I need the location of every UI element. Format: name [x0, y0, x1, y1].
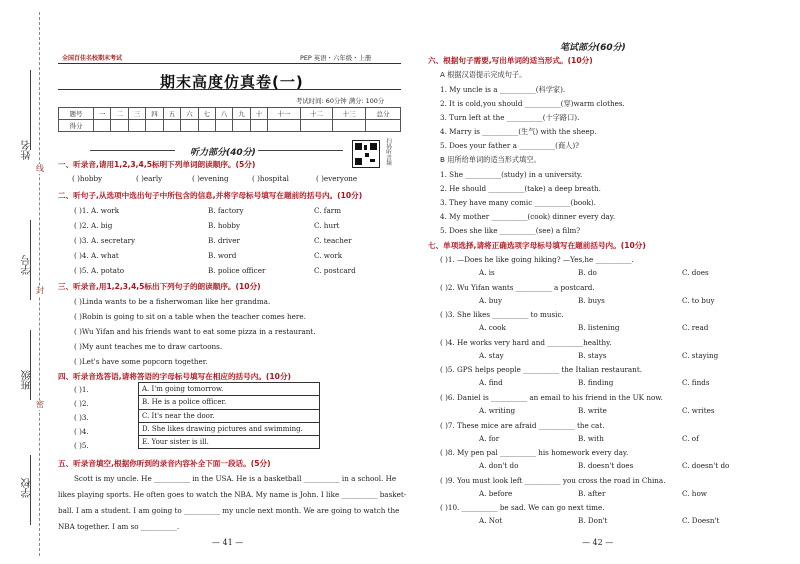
- header-rule: [58, 63, 401, 64]
- sec7-option-c: C. writes: [682, 406, 715, 415]
- name-line: [30, 70, 31, 150]
- sec7-option-a: A. stay: [479, 350, 504, 360]
- sec7-option-a: A. buy: [479, 295, 503, 305]
- sec7-option-b: B. listening: [578, 323, 620, 333]
- score-cell: 十一: [268, 108, 301, 120]
- sec7-option-b: B. after: [578, 488, 606, 498]
- sec2-option-b: B. police officer: [208, 266, 266, 275]
- listening-header: 听力部分(40分): [190, 148, 256, 158]
- sec7-option-a: A. cook: [479, 323, 506, 333]
- sec7-option-c: C. staying: [682, 350, 719, 360]
- sec7-question[interactable]: ( )4. He works very hard and __________healthy.: [440, 337, 612, 347]
- score-row-label: 得分: [59, 120, 94, 132]
- sec2-item[interactable]: ( )4. A. what: [74, 251, 119, 260]
- sec7-question[interactable]: ( )10. __________ be sad. We can go next time.: [440, 503, 605, 513]
- sec7-option-b: B. write: [578, 406, 607, 415]
- sec2-option-c: C. teacher: [314, 236, 352, 245]
- sec2-option-c: C. hurt: [314, 221, 340, 230]
- name-label: 姓名: [22, 140, 33, 160]
- sec1-item[interactable]: ( )evening: [192, 174, 229, 183]
- sec6-part-b: B 用所给单词的适当形式填空。: [440, 155, 541, 164]
- sec7-title: 七、单项选择,请将正确选项字母标号填写在题前括号内。(10分): [428, 241, 646, 250]
- score-cell: 九: [233, 108, 250, 120]
- score-blank[interactable]: [215, 120, 232, 132]
- sec2-item[interactable]: ( )2. A. big: [74, 221, 113, 230]
- sec6-a-item[interactable]: 2. It is cold,you should __________(穿)warm clothes.: [440, 99, 625, 108]
- sec7-question[interactable]: ( )3. She likes __________ to music.: [440, 310, 564, 320]
- sec4-item[interactable]: ( )1.: [74, 385, 89, 394]
- seal-mark-close: 密: [36, 400, 44, 409]
- qr-caption: 扫码听音频: [385, 138, 391, 166]
- sec3-item[interactable]: ( )Robin is going to sit on a table when the teacher comes here.: [74, 312, 306, 321]
- sec2-item[interactable]: ( )1. A. work: [74, 206, 120, 215]
- page-number-right: — 42 —: [582, 538, 614, 547]
- sec4-item[interactable]: ( )5.: [74, 441, 89, 450]
- score-value-row: [59, 120, 401, 132]
- sec1-item[interactable]: ( )hobby: [72, 174, 103, 183]
- answer-box: [138, 382, 320, 449]
- sec2-option-c: C. farm: [314, 206, 342, 215]
- sec6-b-item[interactable]: 5. Does she like __________(see) a film?: [440, 226, 581, 235]
- sec7-question[interactable]: ( )6. Daniel is __________ an email to his friend in the UK now.: [440, 393, 663, 402]
- sec7-question[interactable]: ( )2. Wu Yifan wants __________ a postcard.: [440, 282, 595, 292]
- sec7-option-c: C. finds: [682, 378, 710, 388]
- sec3-title: 三、听录音,用1,2,3,4,5标出下列句子的朗读顺序。(10分): [58, 282, 261, 291]
- sec3-item[interactable]: ( )Wu Yifan and his friends want to eat some pizza in a restaurant.: [74, 327, 316, 336]
- written-header: 笔试部分(60分): [560, 43, 626, 53]
- answer-option: C. It's near the door.: [139, 409, 320, 422]
- answer-option: A. I'm going tomorrow.: [139, 383, 320, 396]
- sec4-item[interactable]: ( )4.: [74, 427, 89, 436]
- sec6-b-item[interactable]: 2. He should __________(take) a deep breath.: [440, 184, 601, 193]
- sec7-option-a: A. find: [479, 378, 503, 388]
- page-title: 期末高度仿真卷(一): [160, 73, 304, 91]
- sec7-option-b: B. finding: [578, 378, 614, 388]
- answer-option: E. Your sister is ill.: [139, 436, 320, 449]
- score-cell: 六: [181, 108, 198, 120]
- sec3-item[interactable]: ( )Linda wants to be a fisherwoman like her grandma.: [74, 297, 271, 306]
- sec6-a-item[interactable]: 1. My uncle is a __________(科学家).: [440, 85, 566, 94]
- sec7-option-c: C. read: [682, 323, 709, 333]
- sec7-option-c: C. does: [682, 268, 709, 277]
- score-cell: 七: [198, 108, 215, 120]
- sec7-question[interactable]: ( )8. My pen pal __________ his homework every day.: [440, 448, 629, 458]
- score-blank[interactable]: [163, 120, 180, 132]
- score-cell: 五: [163, 108, 180, 120]
- sec3-item[interactable]: ( )My aunt teaches me to draw cartoons.: [74, 342, 223, 351]
- page-number-left: — 41 —: [212, 538, 244, 547]
- score-table: [58, 107, 401, 132]
- answer-option: D. She likes drawing pictures and swimming.: [139, 422, 320, 435]
- score-blank[interactable]: [233, 120, 250, 132]
- seal-mark-seal: 封: [36, 286, 44, 295]
- sec6-part-a: A 根据汉语提示完成句子。: [440, 70, 527, 79]
- sec6-title: 六、根据句子需要,写出单词的适当形式。(10分): [428, 56, 593, 65]
- sec1-item[interactable]: ( )early: [136, 174, 163, 183]
- school-label: 学校: [22, 478, 33, 498]
- score-blank[interactable]: [250, 120, 267, 132]
- sec7-option-a: A. before: [479, 488, 513, 498]
- sec4-item[interactable]: ( )3.: [74, 413, 89, 422]
- sec7-option-c: C. to buy: [682, 295, 715, 305]
- sec7-option-b: B. do: [578, 268, 597, 277]
- header-line-right: [258, 150, 343, 151]
- score-blank[interactable]: [366, 120, 401, 132]
- score-cell: 十: [250, 108, 267, 120]
- sec7-question[interactable]: ( )1. —Does he like going hiking? —Yes,he __________.: [440, 255, 634, 264]
- score-cell: 题号: [59, 108, 94, 120]
- score-blank[interactable]: [146, 120, 163, 132]
- sec7-question[interactable]: ( )9. You must look left __________ you cross the road in China.: [440, 475, 666, 485]
- score-blank[interactable]: [111, 120, 128, 132]
- sec1-item[interactable]: ( )hospital: [252, 174, 289, 183]
- sec5-line[interactable]: likes playing sports. He often goes to watch the NBA. My name is John. I like __________ basket-: [58, 490, 407, 499]
- qr-code[interactable]: [352, 140, 380, 168]
- sec7-option-a: A. writing: [479, 406, 516, 415]
- score-blank[interactable]: [181, 120, 198, 132]
- score-header-row: [59, 108, 401, 120]
- score-cell: 一: [94, 108, 111, 120]
- sec5-line[interactable]: Scott is my uncle. He __________ in the USA. He is a basketball __________ in a school. He: [74, 474, 397, 483]
- sec5-title: 五、听录音填空,根据你听到的录音内容补全下面一段话。(5分): [58, 459, 271, 468]
- sec7-option-b: B. Don't: [578, 516, 608, 526]
- series-label: PEP 英语・六年级・上册: [300, 54, 372, 62]
- sec5-line[interactable]: NBA together. I am so __________.: [58, 522, 180, 531]
- sec7-option-a: A. is: [479, 268, 495, 277]
- sec4-title: 四、听录音选答语,请将答语的字母标号填写在相应的括号内。(10分): [58, 372, 292, 381]
- sec2-title: 二、听句子,从选项中选出句子中所包含的信息,并将字母标号填写在题前的括号内。(10分): [58, 191, 363, 200]
- sec2-option-b: B. word: [208, 251, 237, 260]
- score-cell: 三: [128, 108, 145, 120]
- score-cell: 总分: [366, 108, 401, 120]
- sec2-option-b: B. factory: [208, 206, 244, 215]
- seal-mark-line: 线: [36, 164, 44, 173]
- sec6-a-item[interactable]: 3. Turn left at the __________(十字路口).: [440, 113, 580, 122]
- sec6-a-item[interactable]: 4. Marry is __________(生气) with the sheep.: [440, 127, 597, 136]
- sec2-option-b: B. driver: [208, 236, 240, 245]
- time-info: 考试时间: 60分钟 满分: 100分: [296, 97, 385, 105]
- sec1-item[interactable]: ( )everyone: [316, 174, 358, 183]
- score-blank[interactable]: [128, 120, 145, 132]
- score-cell: 八: [215, 108, 232, 120]
- sec2-option-b: B. hobby: [208, 221, 241, 230]
- answer-option: B. He is a police officer.: [139, 396, 320, 409]
- sec7-option-a: A. Not: [479, 516, 503, 526]
- id-label: 学号: [22, 255, 33, 275]
- sec7-question[interactable]: ( )5. GPS helps people __________ the Italian restaurant.: [440, 365, 642, 375]
- sec3-item[interactable]: ( )Let's have some popcorn together.: [74, 357, 208, 366]
- score-blank[interactable]: [94, 120, 111, 132]
- sec7-option-b: B. doesn't does: [578, 461, 634, 471]
- score-cell: 十三: [333, 108, 366, 120]
- sec4-item[interactable]: ( )2.: [74, 399, 89, 408]
- sec6-b-item[interactable]: 4. My mother __________(cook) dinner every day.: [440, 212, 616, 221]
- score-blank[interactable]: [268, 120, 301, 132]
- sec6-b-item[interactable]: 1. She __________(study) in a university.: [440, 170, 583, 179]
- title-rule: [58, 89, 401, 90]
- score-blank[interactable]: [300, 120, 333, 132]
- class-label: 班级: [22, 370, 33, 390]
- sec6-b-item[interactable]: 3. They have many comic __________(book).: [440, 198, 596, 207]
- sec1-title: 一、听录音,请用1,2,3,4,5标明下列单词朗读顺序。(5分): [58, 160, 256, 169]
- sec7-option-a: A. don't do: [479, 461, 519, 471]
- sec2-option-c: C. work: [314, 251, 343, 260]
- score-cell: 二: [111, 108, 128, 120]
- cut-line: [39, 12, 40, 556]
- sec7-question[interactable]: ( )7. These mice are afraid __________ the cat.: [440, 420, 605, 430]
- sec5-line[interactable]: ball. I am a student. I am going to __________ my uncle next month. We are going to watch the: [58, 506, 400, 515]
- sec2-option-c: C. postcard: [314, 266, 356, 275]
- score-cell: 十二: [300, 108, 333, 120]
- sec7-option-b: B. with: [578, 433, 604, 443]
- sec7-option-b: B. buys: [578, 295, 605, 305]
- binding-strip: [0, 0, 44, 564]
- sec7-option-c: C. how: [682, 488, 707, 498]
- score-cell: 四: [146, 108, 163, 120]
- sec2-item[interactable]: ( )3. A. secretary: [74, 236, 136, 245]
- sec7-option-b: B. stays: [578, 350, 607, 360]
- sec6-a-item[interactable]: 5. Does your father a __________(商人)?: [440, 141, 579, 150]
- header-line-left: [90, 150, 175, 151]
- sec7-option-c: C. of: [682, 433, 699, 443]
- sec7-option-a: A. for: [479, 433, 500, 443]
- sec7-option-c: C. doesn't do: [682, 461, 730, 471]
- brand-label: 全国百佳名校期末考试: [62, 55, 123, 62]
- score-blank[interactable]: [198, 120, 215, 132]
- score-blank[interactable]: [333, 120, 366, 132]
- sec2-item[interactable]: ( )5. A. potato: [74, 266, 125, 275]
- sec7-option-c: C. Doesn't: [682, 516, 720, 526]
